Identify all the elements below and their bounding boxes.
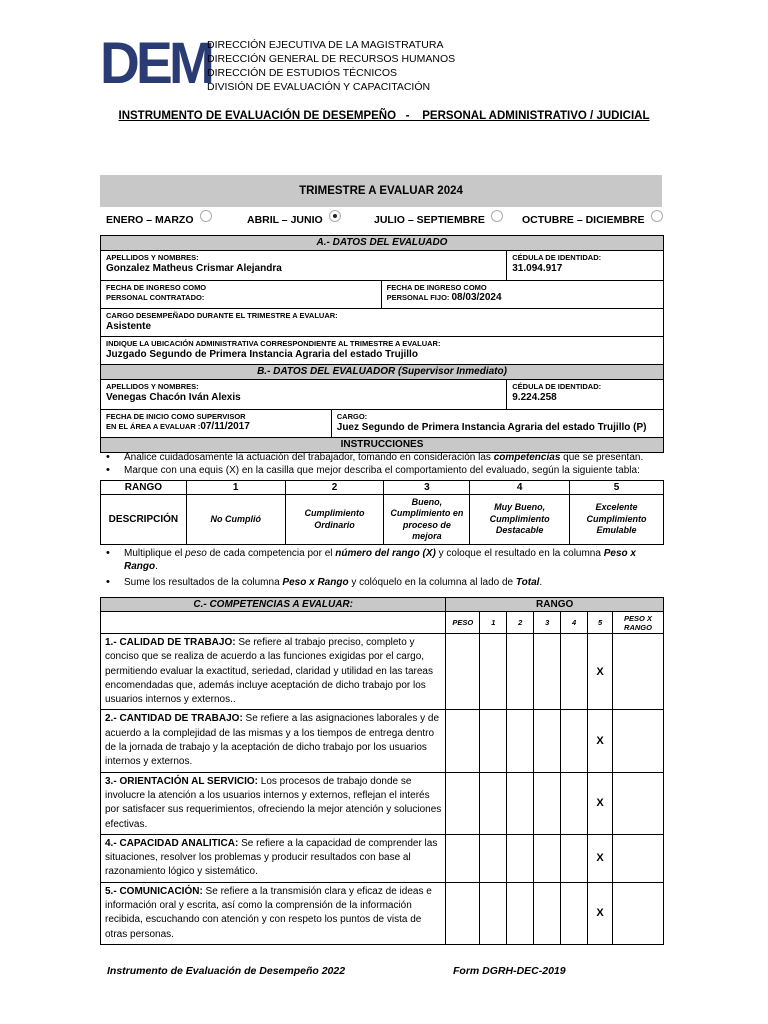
- peso-rango-cell[interactable]: [613, 882, 664, 944]
- rango-desc: Excelente Cumplimiento Emulable: [570, 495, 664, 545]
- rango-3-cell[interactable]: [534, 710, 561, 772]
- descripcion-header: DESCRIPCIÓN: [101, 495, 187, 545]
- rango-5-cell[interactable]: X: [588, 834, 613, 882]
- field-label: CÉDULA DE IDENTIDAD:: [512, 382, 602, 391]
- quarter-option-q2[interactable]: [247, 214, 341, 226]
- rango-3-cell[interactable]: [534, 634, 561, 710]
- evaluador-cedula-cell[interactable]: [507, 380, 664, 410]
- col-rango-3: 3: [534, 612, 561, 634]
- document-title: INSTRUMENTO DE EVALUACIÓN DE DESEMPEÑO - PERSONAL ADMINISTRATIVO / JUDICIAL: [118, 110, 650, 122]
- field-label: PERSONAL FIJO:: [386, 293, 450, 302]
- rango-4-cell[interactable]: [561, 634, 588, 710]
- footer-left: Instrumento de Evaluación de Desempeño 2022: [107, 965, 346, 977]
- radio-checked-icon[interactable]: [329, 210, 341, 222]
- rango-desc: Muy Bueno, Cumplimiento Destacable: [470, 495, 570, 545]
- rango-2-cell[interactable]: [507, 634, 534, 710]
- table-row: [101, 834, 664, 882]
- quarter-label: JULIO – SEPTIEMBRE: [374, 214, 485, 226]
- rango-3-cell[interactable]: [534, 834, 561, 882]
- institution-line: DIVISIÓN DE EVALUACIÓN Y CAPACITACIÓN: [207, 81, 431, 93]
- table-row: [101, 634, 664, 710]
- rango-3-cell[interactable]: [534, 882, 561, 944]
- cargo-evaluador-cell[interactable]: [331, 410, 663, 438]
- table-row: [101, 710, 664, 772]
- rango-4-cell[interactable]: [561, 772, 588, 834]
- col-rango-2: 2: [507, 612, 534, 634]
- competencia-text: 5.- COMUNICACIÓN: Se refiere a la transmisión clara y eficaz de ideas e información oral y escrita, así como la comprensión de la información recibida, escuchando con atención y con respeto los puntos de vista de otras personas.: [101, 882, 446, 944]
- ingreso-contratado-cell[interactable]: [101, 281, 382, 309]
- inicio-supervisor-value: 07/11/2017: [200, 421, 250, 432]
- rango-num: 2: [285, 481, 384, 495]
- rango-desc: Bueno, Cumplimiento en proceso de mejora: [384, 495, 470, 545]
- evaluado-nombres: Gonzalez Matheus Crismar Alejandra: [106, 263, 282, 274]
- instrucciones-header: INSTRUCCIONES: [101, 438, 664, 453]
- competencias-header: C.- COMPETENCIAS A EVALUAR:: [101, 598, 446, 612]
- institution-line: DIRECCIÓN EJECUTIVA DE LA MAGISTRATURA: [207, 39, 444, 51]
- col-peso: PESO: [446, 612, 480, 634]
- evaluado-cedula-cell[interactable]: [507, 251, 664, 281]
- quarter-option-q1[interactable]: [106, 214, 212, 226]
- table-row: [101, 772, 664, 834]
- col-rango-1: 1: [480, 612, 507, 634]
- dem-logo: DEM: [100, 31, 212, 96]
- competencia-text: 2.- CANTIDAD DE TRABAJO: Se refiere a las asignaciones laborales y de acuerdo a la complejidad de las mismas y a los tiempos de entrega dentro de la jornada de trabajo y la aceptación de dicho trabajo por los usuarios internos y externos.: [101, 710, 446, 772]
- competencia-text: 4.- CAPACIDAD ANALITICA: Se refiere a la capacidad de comprender las situaciones, resolver los problemas y producir resultados con base al razonamiento lógico y sistemático.: [101, 834, 446, 882]
- rango-5-cell[interactable]: X: [588, 634, 613, 710]
- evaluador-cedula: 9.224.258: [512, 392, 557, 403]
- instruction-item: • Multiplique el peso de cada competencia por el número del rango (X) y coloque el resultado en la columna Peso x Rango.: [100, 547, 664, 573]
- rango-num: 5: [570, 481, 664, 495]
- field-label: APELLIDOS Y NOMBRES:: [106, 253, 199, 262]
- institution-line: DIRECCIÓN GENERAL DE RECURSOS HUMANOS: [207, 53, 456, 65]
- quarter-label: ABRIL – JUNIO: [247, 214, 323, 226]
- evaluado-nombres-cell[interactable]: [101, 251, 507, 281]
- rango-2-cell[interactable]: [507, 772, 534, 834]
- rango-4-cell[interactable]: [561, 834, 588, 882]
- quarter-label: ENERO – MARZO: [106, 214, 194, 226]
- field-label: INDIQUE LA UBICACIÓN ADMINISTRATIVA CORRESPONDIENTE AL TRIMESTRE A EVALUAR:: [106, 339, 441, 348]
- rango-1-cell[interactable]: [480, 634, 507, 710]
- instruction-item: • Sume los resultados de la columna Peso x Rango y colóquelo en la columna al lado de Total.: [100, 576, 664, 589]
- quarter-option-q3[interactable]: [374, 214, 503, 226]
- field-label: CARGO DESEMPEÑADO DURANTE EL TRIMESTRE A EVALUAR:: [106, 311, 338, 320]
- rango-1-cell[interactable]: [480, 710, 507, 772]
- cargo-evaluado-cell[interactable]: [101, 309, 664, 337]
- field-label: FECHA DE INGRESO COMO: [106, 283, 207, 292]
- rango-num: 4: [470, 481, 570, 495]
- col-peso-rango: PESO X RANGO: [613, 612, 664, 634]
- field-label: PERSONAL CONTRATADO:: [106, 293, 205, 302]
- institution-lines: [207, 38, 455, 94]
- rango-1-cell[interactable]: [480, 772, 507, 834]
- institution-line: DIRECCIÓN DE ESTUDIOS TÉCNICOS: [207, 67, 397, 79]
- ingreso-fijo-value: 08/03/2024: [451, 292, 502, 303]
- rango-3-cell[interactable]: [534, 772, 561, 834]
- peso-rango-cell[interactable]: [613, 772, 664, 834]
- trimestre-heading: TRIMESTRE A EVALUAR 2024: [100, 175, 662, 207]
- peso-cell[interactable]: [446, 882, 480, 944]
- rango-group-header: RANGO: [446, 598, 664, 612]
- field-label: CARGO:: [336, 412, 368, 421]
- field-label: FECHA DE INICIO COMO SUPERVISOR: [106, 412, 246, 421]
- section-a-header: A.- DATOS DEL EVALUADO: [101, 236, 664, 251]
- peso-cell[interactable]: [446, 634, 480, 710]
- rango-1-cell[interactable]: [480, 882, 507, 944]
- evaluado-cedula: 31.094.917: [512, 263, 563, 274]
- field-label: APELLIDOS Y NOMBRES:: [106, 382, 199, 391]
- rango-num: 1: [186, 481, 285, 495]
- table-row: [101, 882, 664, 944]
- blank-header: [101, 612, 446, 634]
- competencias-table: [100, 597, 664, 945]
- radio-unchecked-icon[interactable]: [651, 210, 663, 222]
- section-b-header: B.- DATOS DEL EVALUADOR (Supervisor Inmediato): [101, 365, 664, 380]
- ubicacion-value: Juzgado Segundo de Primera Instancia Agraria del estado Trujillo: [106, 349, 418, 360]
- quarter-options: [106, 208, 666, 230]
- rango-num: 3: [384, 481, 470, 495]
- quarter-option-q4[interactable]: [522, 214, 663, 226]
- evaluador-nombres-cell[interactable]: [101, 380, 507, 410]
- evaluador-nombres: Venegas Chacón Iván Alexis: [106, 392, 241, 403]
- col-rango-4: 4: [561, 612, 588, 634]
- instructions-list-top: [100, 451, 664, 477]
- peso-cell[interactable]: [446, 710, 480, 772]
- field-label: CÉDULA DE IDENTIDAD:: [512, 253, 602, 262]
- ingreso-fijo-cell[interactable]: [381, 281, 663, 309]
- radio-unchecked-icon[interactable]: [200, 210, 212, 222]
- col-rango-5: 5: [588, 612, 613, 634]
- quarter-label: OCTUBRE – DICIEMBRE: [522, 214, 645, 226]
- field-label: FECHA DE INGRESO COMO: [386, 283, 487, 292]
- rango-header: RANGO: [101, 481, 187, 495]
- footer-right: Form DGRH-DEC-2019: [453, 965, 566, 977]
- rango-4-cell[interactable]: [561, 710, 588, 772]
- evaluation-data-table: [100, 235, 664, 453]
- field-label: EN EL ÁREA A EVALUAR :: [106, 422, 201, 431]
- radio-unchecked-icon[interactable]: [491, 210, 503, 222]
- instruction-item: • Marque con una equis (X) en la casilla que mejor describa el comportamiento del evaluado, según la siguiente tabla:: [100, 464, 664, 477]
- rango-5-cell[interactable]: X: [588, 710, 613, 772]
- peso-rango-cell[interactable]: [613, 710, 664, 772]
- instructions-list-bottom: [100, 547, 664, 589]
- inicio-supervisor-cell[interactable]: [101, 410, 332, 438]
- competencia-text: 3.- ORIENTACIÓN AL SERVICIO: Los procesos de trabajo donde se involucre la atención a los usuarios internos y externos, reflejan el interés por satisfacer sus requerimientos, ofreciendo la mejor atención y soluciones efectivas.: [101, 772, 446, 834]
- rango-2-cell[interactable]: [507, 834, 534, 882]
- rango-1-cell[interactable]: [480, 834, 507, 882]
- rango-desc: No Cumplió: [186, 495, 285, 545]
- rango-2-cell[interactable]: [507, 882, 534, 944]
- peso-cell[interactable]: [446, 834, 480, 882]
- peso-cell[interactable]: [446, 772, 480, 834]
- rango-4-cell[interactable]: [561, 882, 588, 944]
- peso-rango-cell[interactable]: [613, 834, 664, 882]
- rango-5-cell[interactable]: X: [588, 882, 613, 944]
- peso-rango-cell[interactable]: [613, 634, 664, 710]
- rango-5-cell[interactable]: X: [588, 772, 613, 834]
- cargo-evaluado: Asistente: [106, 321, 152, 332]
- rango-desc: Cumplimiento Ordinario: [285, 495, 384, 545]
- instruction-item: • Analice cuidadosamente la actuación del trabajador, tomando en consideración las competencias que se presentan.: [100, 451, 664, 464]
- cargo-evaluador: Juez Segundo de Primera Instancia Agraria del estado Trujillo (P): [336, 422, 647, 433]
- competencia-text: 1.- CALIDAD DE TRABAJO: Se refiere al trabajo preciso, completo y conciso que se realiza de acuerdo a las funciones exigidas por el cargo, permitiendo evaluar la exactitud, seriedad, claridad y utilidad en las tareas encomendadas que, además incluye aceptación de dicho trabajo por los usuarios internos y externos..: [101, 634, 446, 710]
- rango-2-cell[interactable]: [507, 710, 534, 772]
- rango-table: [100, 480, 664, 545]
- ubicacion-cell[interactable]: [101, 337, 664, 365]
